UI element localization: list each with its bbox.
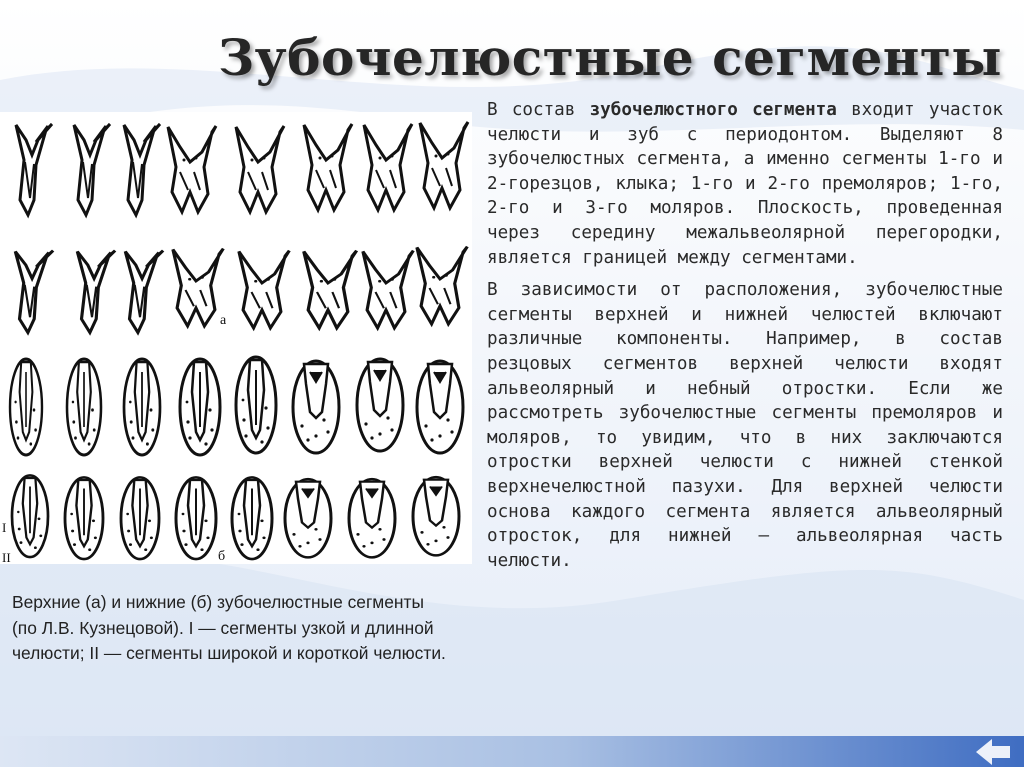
figure-label-a: а — [220, 313, 227, 328]
next-arrow-icon[interactable] — [970, 737, 1016, 767]
body-text — [487, 98, 1003, 581]
figure-label-row-I: I — [2, 520, 7, 535]
teeth-illustration — [0, 112, 472, 564]
figure-label-b: б — [218, 549, 226, 564]
figure-label-row-II: II — [2, 550, 11, 564]
page-title: Зубочелюстные сегменты — [218, 28, 1002, 87]
term-bold: зубочелюстного сегмента — [589, 100, 837, 120]
paragraph-2: В зависимости от расположения, зубочелюстные сегменты верхней и нижней челюстей включают различные компоненты. Например, в состав резцовых сегментов верхней челюсти входят альвеолярный и небный отростки. Если же рассмотреть зубочелюстные сегменты премоляров и моляров, то увидим, что в них заключаются отростки верхней челюсти с нижней стенкой верхнечелюстной пазухи. Для верхней челюсти основа каждого сегмента является альвеолярный отросток, для нижней – альвеолярная часть челюсти. — [487, 280, 1003, 571]
p1-prefix: В состав — [487, 100, 590, 120]
figure-caption: Верхние (а) и нижние (б) зубочелюстные сегменты (по Л.В. Кузнецовой). I — сегменты узкой и длинной челюсти; II — сегменты широкой и короткой челюсти. — [12, 592, 446, 663]
paragraph-1 — [487, 98, 1003, 270]
p1-rest: входит участок челюсти и зуб с периодонтом. Выделяют 8 зубочелюстных сегмента, а именно сегменты 1-го и 2-горезцов, клыка; 1-го и 2-го премоляров; 1-го, 2-го и 3-го моляров. Плоскость, проведенная через середину межальвеолярной перегородки, является границей между сегментами. — [487, 100, 1004, 268]
dental-segments-figure — [0, 112, 472, 564]
row-upper-wide — [15, 247, 467, 333]
row-upper-narrow — [16, 122, 468, 215]
row-lower-wide — [12, 475, 459, 559]
row-lower-narrow — [10, 357, 463, 455]
footer-bar — [0, 736, 1024, 767]
